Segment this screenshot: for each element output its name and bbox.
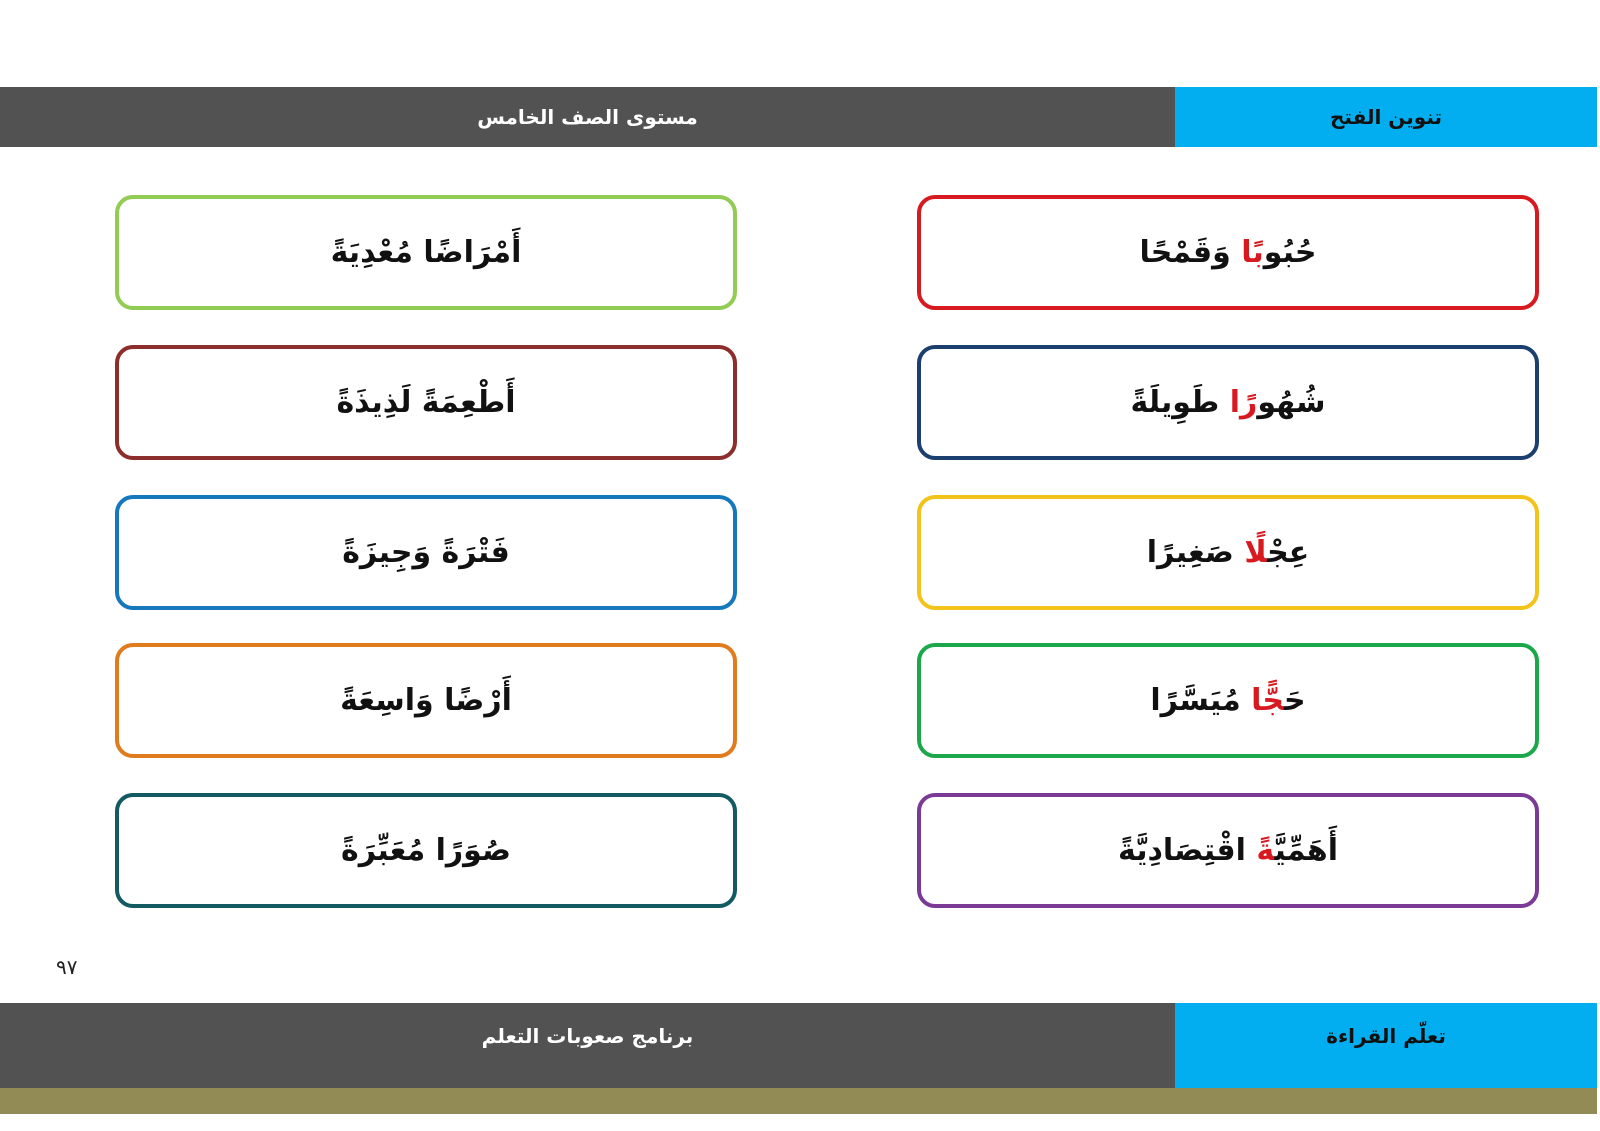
footer-subject-title: تعلّم القراءة [1326, 1023, 1446, 1048]
highlighted-tanween: لًا [1244, 535, 1268, 570]
phrase-card-right-2: شُهُورًا طَوِيلَةً [917, 345, 1539, 460]
phrase-card-left-2 [115, 345, 737, 460]
footer-program-section [0, 1003, 1175, 1088]
phrase-card-right-5: أَهَمِّيَّةً اقْتِصَادِيَّةً [917, 793, 1539, 908]
phrase-card-left-1 [115, 195, 737, 310]
footer-subject-section [1175, 1003, 1597, 1088]
phrase-card-right-4: حَجًّا مُيَسَّرًا [917, 643, 1539, 758]
phrase-card-right-1: حُبُوبًا وَقَمْحًا [917, 195, 1539, 310]
footer-strip [0, 1088, 1597, 1114]
phrase-card-left-3 [115, 495, 737, 610]
phrase-card-right-3: عِجْلًا صَغِيرًا [917, 495, 1539, 610]
header-level-title: مستوى الصف الخامس [477, 105, 698, 129]
phrase-text: فَتْرَةً وَجِيزَةً [342, 535, 510, 570]
phrase-text: صُوَرًا مُعَبِّرَةً [341, 833, 511, 868]
footer-bar [0, 1003, 1597, 1088]
footer-program-title: برنامج صعوبات التعلم [481, 1023, 694, 1048]
highlighted-tanween: جًّا [1251, 683, 1285, 718]
highlighted-tanween: ةً [1256, 833, 1275, 868]
phrase-text: أَمْرَاضًا مُعْدِيَةً [330, 235, 522, 270]
header-lesson-title: تنوين الفتح [1329, 105, 1443, 129]
header-lesson-section [1175, 87, 1597, 147]
phrase-card-left-4 [115, 643, 737, 758]
phrase-text: أَطْعِمَةً لَذِيذَةً [336, 385, 516, 420]
header-bar [0, 87, 1597, 147]
phrase-text: أَرْضًا وَاسِعَةً [340, 683, 512, 718]
page-number: ٩٧ [56, 955, 78, 979]
phrase-card-left-5 [115, 793, 737, 908]
header-level-section [0, 87, 1175, 147]
highlighted-tanween: رًا [1229, 385, 1258, 420]
highlighted-tanween: بًا [1241, 235, 1264, 270]
